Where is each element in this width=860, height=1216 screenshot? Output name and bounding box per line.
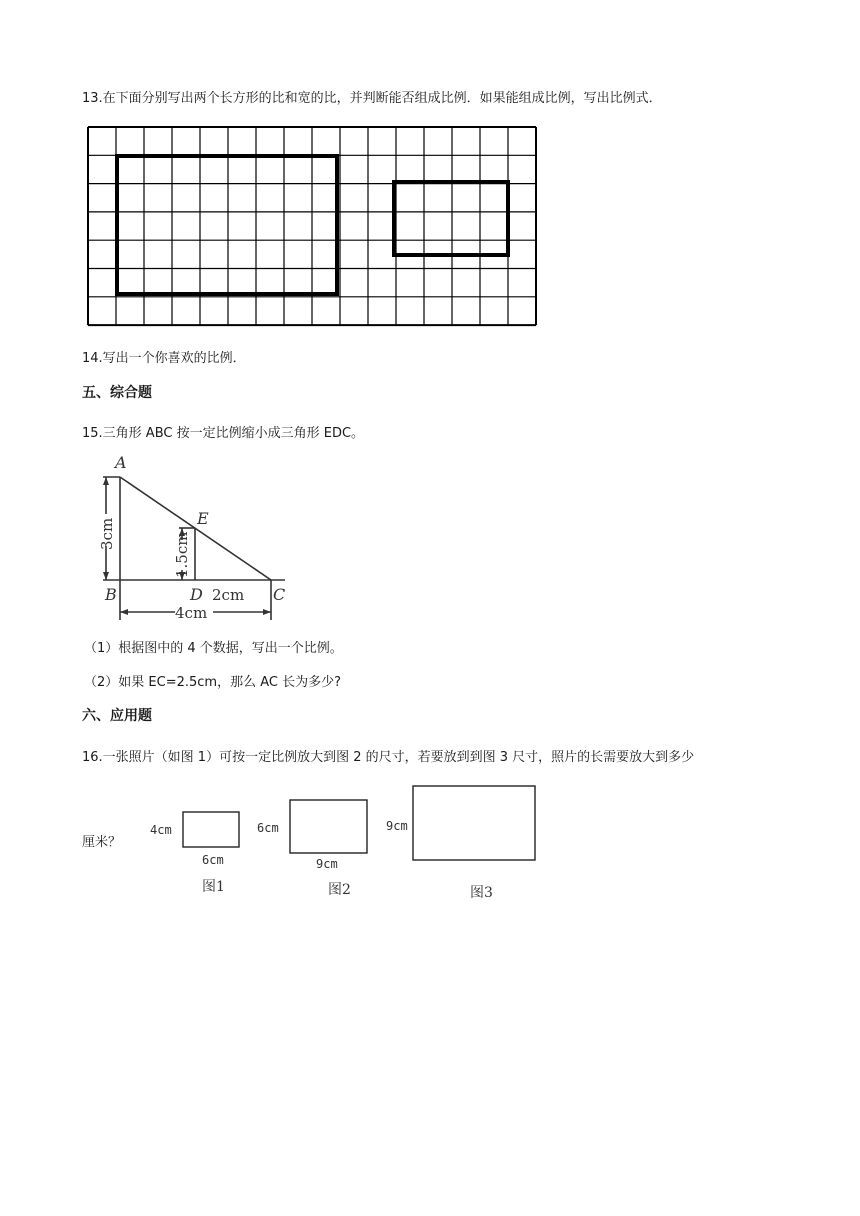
figure-1-height: 4cm [150,823,172,837]
question-16-text-line-2: 厘米？ [82,835,122,850]
triangle-figure [95,450,295,625]
figure-2-caption: 图2 [328,882,351,898]
question-15-part-1: （1）根据图中的 4 个数据，写出一个比例。 [84,641,343,656]
figure-2-width: 9cm [316,857,338,871]
label-ed-length: 1.5cm [173,531,191,578]
label-bc-length: 4cm [175,604,208,622]
figure-1-rectangle [183,812,239,847]
small-rectangle [394,182,508,255]
grid-figure [86,125,540,329]
label-dc-length: 2cm [212,586,245,604]
question-15-part-2: （2）如果 EC=2.5cm，那么 AC 长为多少? [84,675,341,690]
figure-3-caption: 图3 [470,885,493,901]
section-6-title: 六、应用题 [82,708,152,724]
label-ab-length: 3cm [98,517,116,550]
figure-3-rectangle [413,786,535,860]
vertex-label-a: A [115,453,127,472]
figure-2-rectangle [290,800,367,853]
photo-figures [140,780,550,905]
figure-1-width: 6cm [202,853,224,867]
vertex-label-e: E [197,509,209,528]
vertex-label-b: B [105,585,117,604]
large-rectangle [117,156,337,294]
question-13-text: 13.在下面分别写出两个长方形的比和宽的比，并判断能否组成比例．如果能组成比例，写出比例式． [82,91,662,106]
question-14-text: 14.写出一个你喜欢的比例． [82,351,246,366]
question-15-text: 15.三角形 ABC 按一定比例缩小成三角形 EDC。 [82,426,365,441]
question-16-text-line-1: 16.一张照片（如图 1）可按一定比例放大到图 2 的尺寸，若要放到到图 3 尺寸，照片的长需要放大到多少 [82,750,695,765]
section-5-title: 五、综合题 [82,385,152,401]
figure-2-height: 6cm [257,821,279,835]
vertex-label-c: C [273,585,286,604]
vertex-label-d: D [190,585,203,604]
figure-1-caption: 图1 [202,879,225,895]
figure-3-height: 9cm [386,819,408,833]
